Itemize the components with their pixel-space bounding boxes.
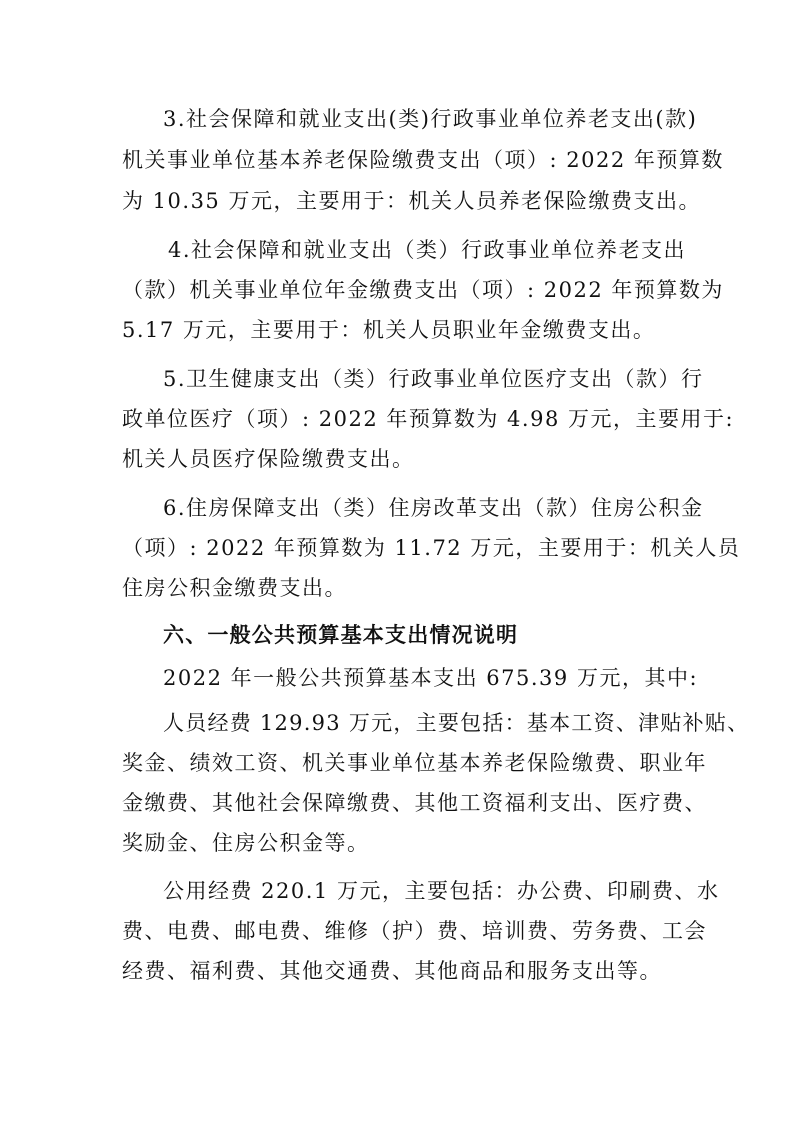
- para-5-line-3: 机关人员医疗保险缴费支出。: [122, 447, 415, 471]
- section-heading: 六、一般公共预算基本支出情况说明: [163, 623, 519, 647]
- personnel-line-3: 金缴费、其他社会保障缴费、其他工资福利支出、医疗费、: [122, 791, 707, 815]
- para-6-line-3: 住房公积金缴费支出。: [122, 576, 347, 600]
- para-4-line-1: 4.社会保障和就业支出（类）行政事业单位养老支出: [168, 238, 687, 262]
- personnel-line-4: 奖励金、住房公积金等。: [122, 831, 370, 855]
- para-3-line-3: 为 10.35 万元，主要用于：机关人员养老保险缴费支出。: [122, 189, 701, 213]
- para-5-line-1: 5.卫生健康支出（类）行政事业单位医疗支出（款）行: [163, 367, 704, 391]
- para-5-line-2: 政单位医疗（项）: 2022 年预算数为 4.98 万元，主要用于:: [122, 407, 735, 431]
- para-3-line-2: 机关事业单位基本养老保险缴费支出（项）: 2022 年预算数: [122, 148, 724, 172]
- para-3-line-1: 3.社会保障和就业支出(类)行政事业单位养老支出(款): [163, 107, 698, 131]
- personnel-line-1: 人员经费 129.93 万元，主要包括：基本工资、津贴补贴、: [163, 711, 750, 735]
- para-4-line-2: （款）机关事业单位年金缴费支出（项）: 2022 年预算数为: [122, 278, 724, 302]
- public-line-3: 经费、福利费、其他交通费、其他商品和服务支出等。: [122, 959, 662, 983]
- public-line-1: 公用经费 220.1 万元，主要包括：办公费、印刷费、水: [163, 879, 720, 903]
- public-line-2: 费、电费、邮电费、维修（护）费、培训费、劳务费、工会: [122, 919, 707, 943]
- para-4-line-3: 5.17 万元，主要用于：机关人员职业年金缴费支出。: [122, 318, 656, 342]
- summary-line: 2022 年一般公共预算基本支出 675.39 万元，其中:: [163, 666, 699, 690]
- personnel-line-2: 奖金、绩效工资、机关事业单位基本养老保险缴费、职业年: [122, 751, 707, 775]
- para-6-line-2: （项）: 2022 年预算数为 11.72 万元，主要用于：机关人员: [122, 536, 741, 560]
- para-6-line-1: 6.住房保障支出（类）住房改革支出（款）住房公积金: [163, 496, 704, 520]
